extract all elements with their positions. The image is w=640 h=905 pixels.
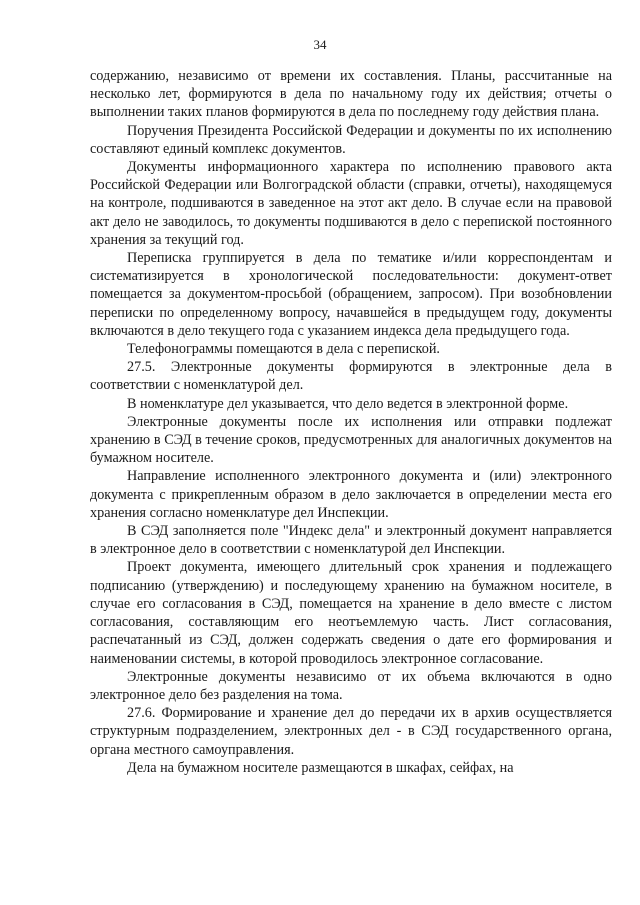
paragraph: Направление исполненного электронного документа и (или) электронного документа с прикрепленным образом в дело заключается в определении места его хранения согласно номенклатуре дел Инспекции. [90,468,612,521]
paragraph-partial: Дела на бумажном носителе размещаются в шкафах, сейфах, на [127,759,514,776]
document-body [90,67,612,777]
paragraph: В СЭД заполняется поле "Индекс дела" и электронный документ направляется в электронное дело в соответствии с номенклатурой дел Инспекции. [90,523,612,558]
paragraph: Электронные документы независимо от их объема включаются в одно электронное дело без разделения на тома. [90,668,612,703]
paragraph: Переписка группируется в дела по тематике и/или корреспондентам и систематизируется в хронологической последовательности: документ-ответ помещается за документом-просьбой (обращением, запросом). При возобновлении переписки по определенному вопросу, начавшейся в предыдущем году, документы включаются в дело текущего года с указанием индекса дела предыдущего года. [90,250,612,339]
paragraph: Телефонограммы помещаются в дела с перепиской. [127,341,440,358]
paragraph: Документы информационного характера по исполнению правового акта Российской Федерации или Волгоградской области (справки, отчеты), находящемуся на контроле, подшиваются в заведенное на этот акт дело. В случае если на правовой акт дело не заводилось, то документы подшиваются в дело с перепиской постоянного хранения за текущий год. [90,159,612,248]
paragraph: В номенклатуре дел указывается, что дело ведется в электронной форме. [127,395,569,412]
page-number: 34 [313,37,327,52]
paragraph: Поручения Президента Российской Федерации и документы по их исполнению составляют единый комплекс документов. [90,122,612,157]
paragraph-continuation: содержанию, независимо от времени их составления. Планы, рассчитанные на несколько лет, формируются в дела по начальному году их действия; отчеты о выполнении таких планов формируются в дела по последнему году действия плана. [90,68,612,121]
paragraph: Электронные документы после их исполнения или отправки подлежат хранению в СЭД в течение сроков, предусмотренных для аналогичных документов на бумажном носителе. [90,413,612,467]
paragraph-section-27-5: 27.5. Электронные документы формируются в электронные дела в соответствии с номенклатурой дел. [90,359,612,394]
paragraph: Проект документа, имеющего длительный срок хранения и подлежащего подписанию (утверждению) и последующему хранению на бумажном носителе, в случае его согласования в СЭД, помещается на хранение в дело вместе с листом согласования, составляющим его неотъемлемую часть. Лист согласования, распечатанный из СЭД, должен содержать сведения о дате его формирования и наименовании системы, в которой проводилось электронное согласование. [90,559,612,667]
paragraph-section-27-6: 27.6. Формирование и хранение дел до передачи их в архив осуществляется структурным подразделением, электронных дел - в СЭД государственного органа, органа местного самоуправления. [90,705,612,758]
